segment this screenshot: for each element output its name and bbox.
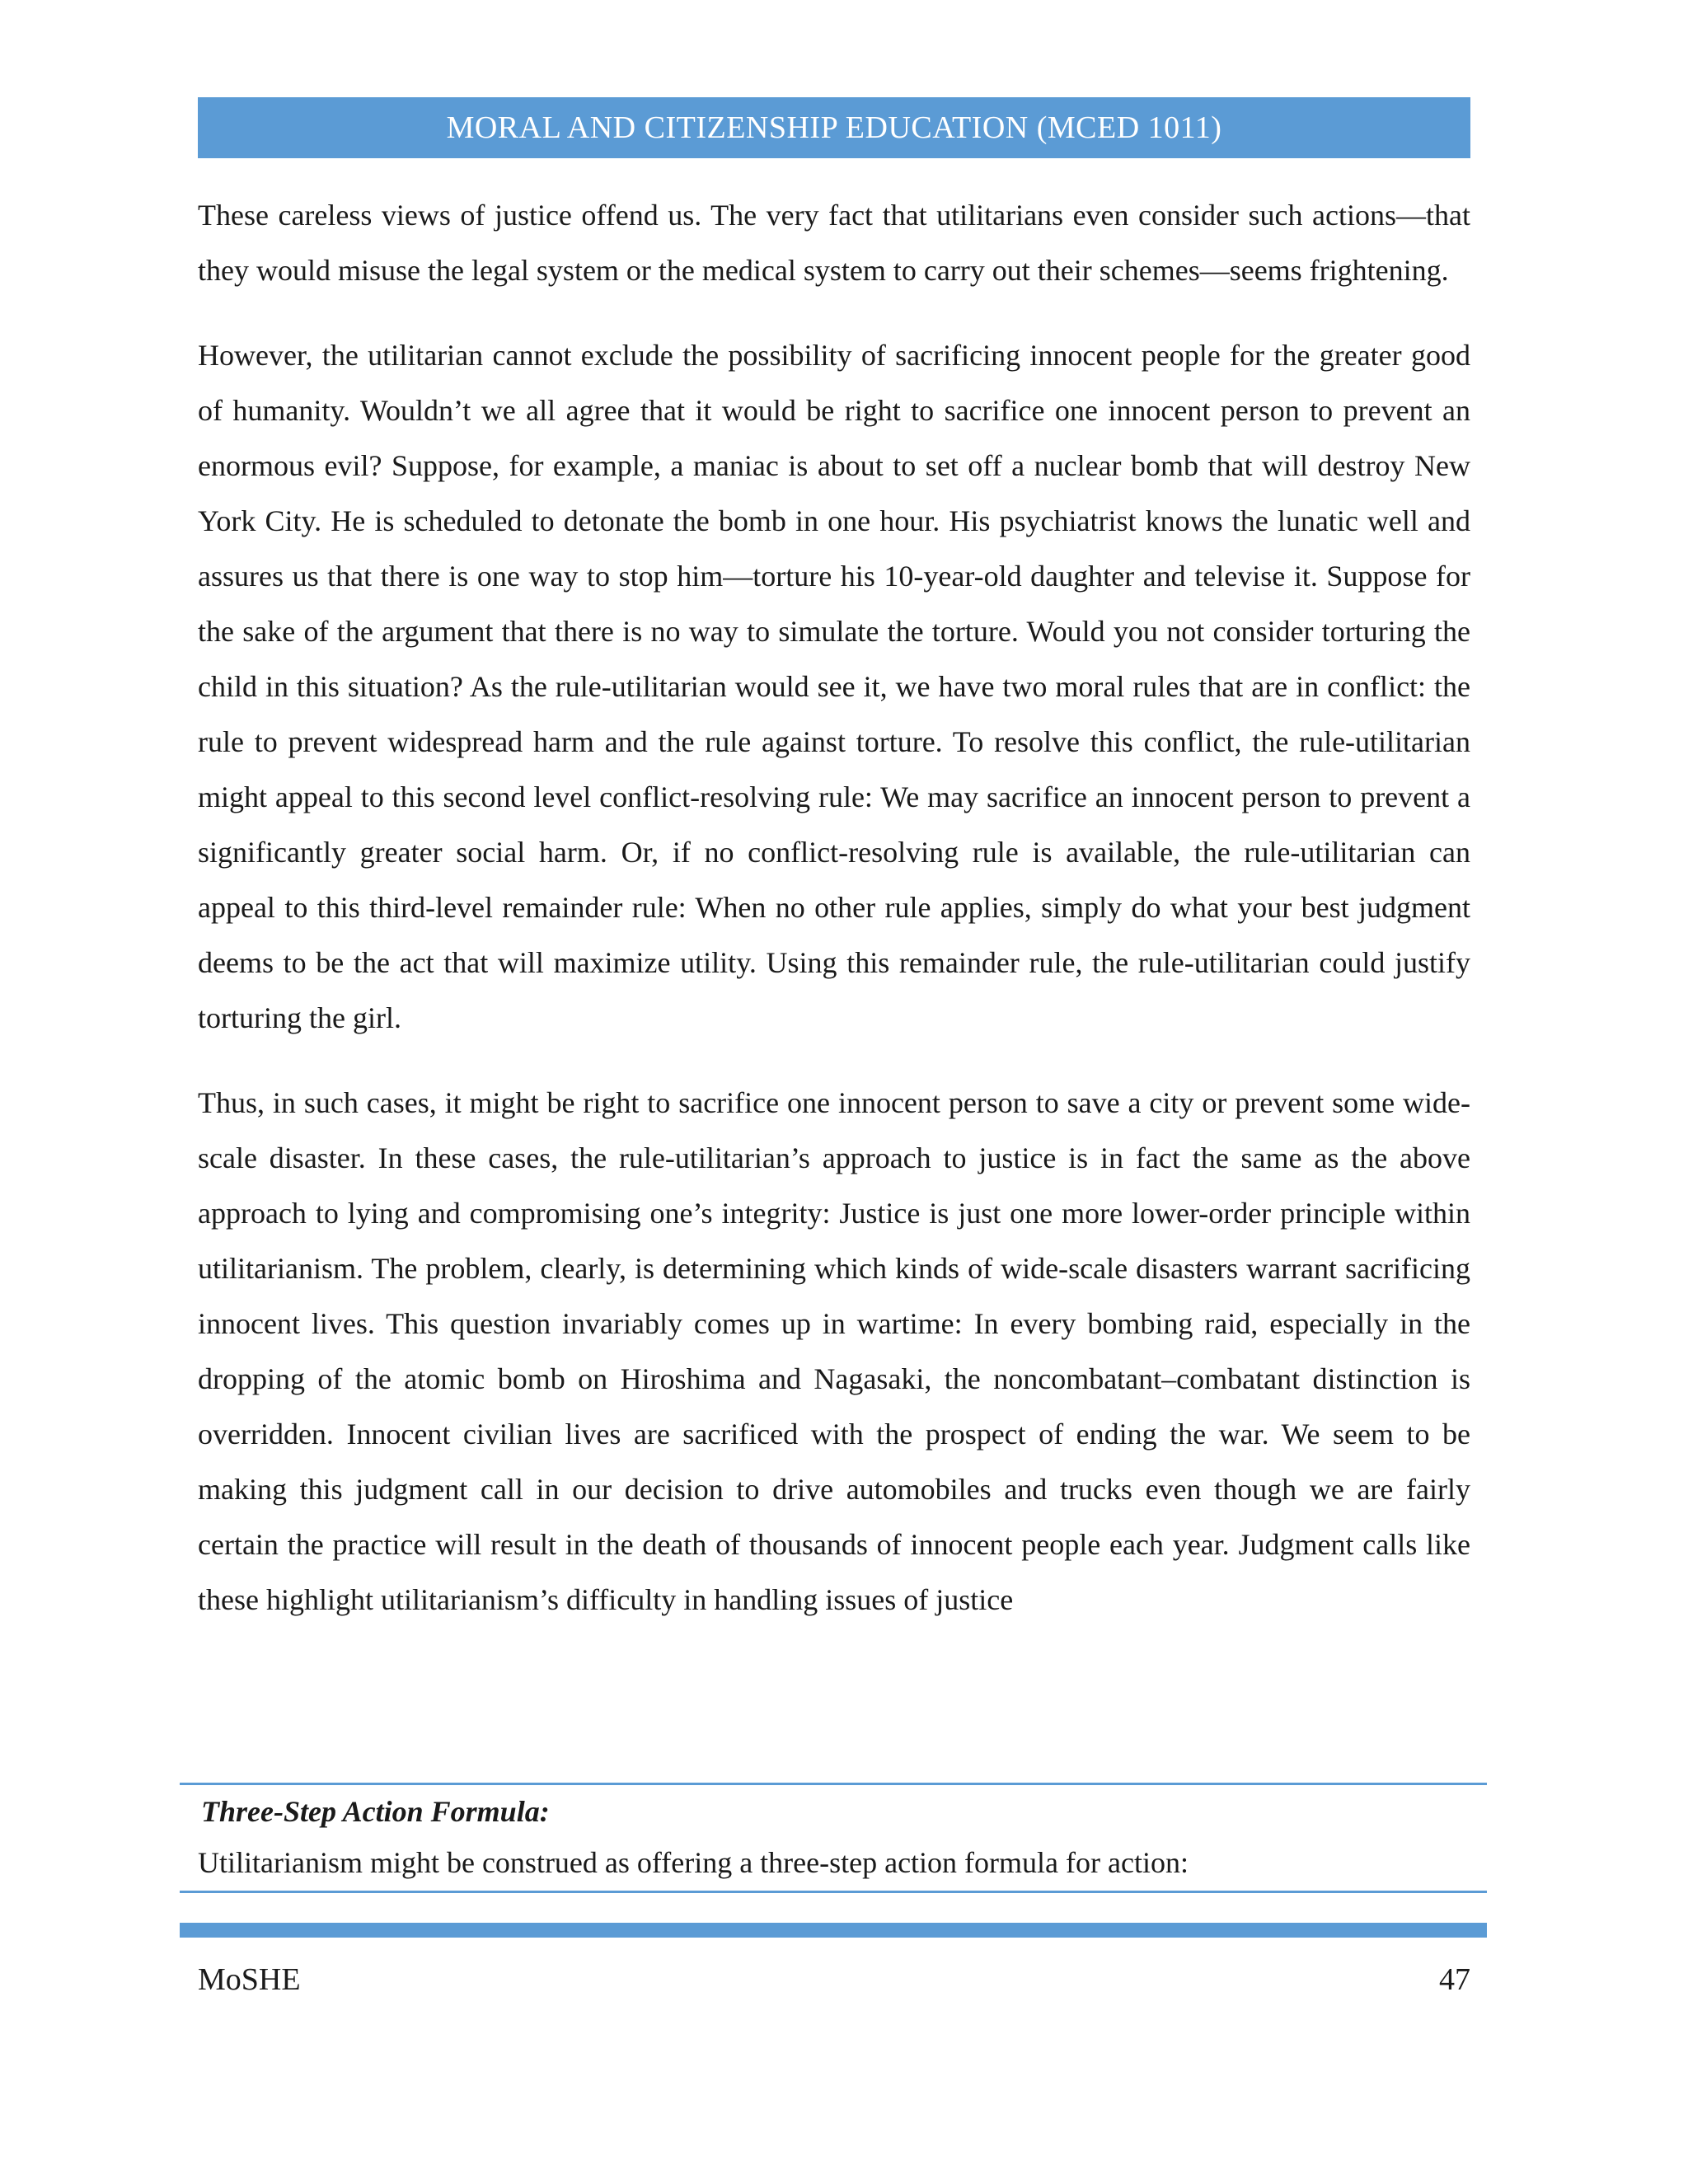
section-heading: Three-Step Action Formula: bbox=[201, 1795, 550, 1828]
course-title: MORAL AND CITIZENSHIP EDUCATION (MCED 1011) bbox=[446, 110, 1222, 145]
section-intro-text: Utilitarianism might be construed as offering a three-step action formula for action: bbox=[198, 1846, 1189, 1879]
header-banner bbox=[198, 97, 1470, 158]
paragraph-2: However, the utilitarian cannot exclude the possibility of sacrificing innocent people for the greater good of humanity. Wouldn’t we all agree that it would be right to sacrifice one innocent person to prevent an enormous evil? Suppose, for example, a maniac is about to set off a nuclear bomb that will destroy New York City. He is scheduled to detonate the bomb in one hour. His psychiatrist knows the lunatic well and assures us that there is one way to stop him—torture his 10-year-old daughter and televise it. Suppose for the sake of the argument that there is no way to simulate the torture. Would you not consider torturing the child in this situation? As the rule-utilitarian would see it, we have two moral rules that are in conflict: the rule to prevent widespread harm and the rule against torture. To resolve this conflict, the rule-utilitarian might appeal to this second level conflict-resolving rule: We may sacrifice an innocent person to prevent a significantly greater social harm. Or, if no conflict-resolving rule is available, the rule-utilitarian can appeal to this third-level remainder rule: When no other rule applies, simply do what your best judgment deems to be the act that will maximize utility. Using this remainder rule, the rule-utilitarian could justify torturing the girl. bbox=[198, 339, 1470, 1034]
footer-publisher: MoSHE bbox=[198, 1962, 301, 1997]
footer-divider bbox=[180, 1923, 1487, 1938]
main-content bbox=[198, 188, 1470, 1657]
page-number: 47 bbox=[1439, 1962, 1470, 1997]
section-box bbox=[180, 1783, 1487, 1893]
paragraph-1: These careless views of justice offend us. The very fact that utilitarians even consider such actions—that they would misuse the legal system or the medical system to carry out their schemes—seems frightening. bbox=[198, 199, 1470, 287]
paragraph-3: Thus, in such cases, it might be right to sacrifice one innocent person to save a city or prevent some wide-scale disaster. In these cases, the rule-utilitarian’s approach to justice is in fact the same as the above approach to lying and compromising one’s integrity: Justice is just one more lower-order principle within utilitarianism. The problem, clearly, is determining which kinds of wide-scale disasters warrant sacrificing innocent lives. This question invariably comes up in wartime: In every bombing raid, especially in the dropping of the atomic bomb on Hiroshima and Nagasaki, the noncombatant–combatant distinction is overridden. Innocent civilian lives are sacrificed with the prospect of ending the war. We seem to be making this judgment call in our decision to drive automobiles and trucks even though we are fairly certain the practice will result in the death of thousands of innocent people each year. Judgment calls like these highlight utilitarianism’s difficulty in handling issues of justice bbox=[198, 1086, 1470, 1616]
